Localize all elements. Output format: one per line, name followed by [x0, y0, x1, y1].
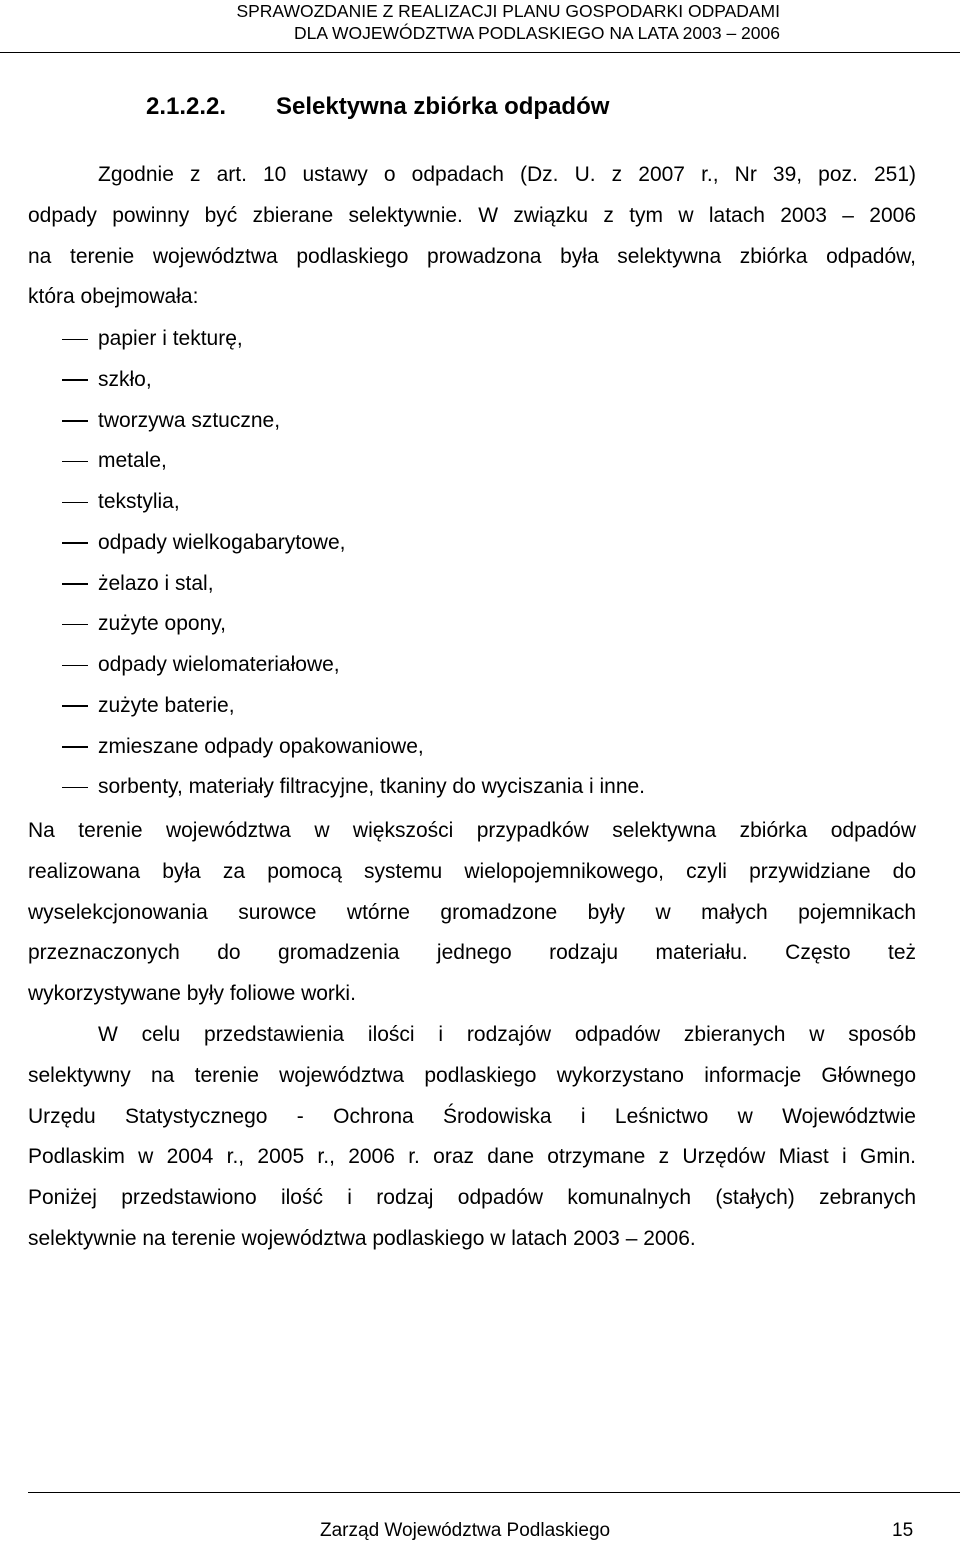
paragraph-line: realizowana była za pomocą systemu wielopojemnikowego, czyli przywidziane do — [28, 859, 916, 883]
list-item-label: zmieszane odpady opakowaniowe, — [98, 734, 424, 758]
section-heading — [146, 93, 609, 121]
section-title: Selektywna zbiórka odpadów — [276, 93, 610, 120]
paragraph-line: Podlaskim w 2004 r., 2005 r., 2006 r. oraz dane otrzymane z Urzędów Miast i Gmin. — [28, 1145, 916, 1169]
footer-divider — [28, 1492, 960, 1493]
list-item-label: sorbenty, materiały filtracyjne, tkaniny do wyciszania i inne. — [98, 775, 646, 799]
collection-method-paragraph — [28, 811, 916, 1015]
paragraph-line: przeznaczonych do gromadzenia jednego rodzaju materiału. Często też — [28, 941, 916, 965]
list-item — [62, 727, 645, 768]
list-item-label: tekstylia, — [98, 490, 180, 513]
paragraph-line: wyselekcjonowania surowce wtórne gromadzone były w małych pojemnikach — [28, 900, 916, 924]
intro-paragraph — [28, 155, 916, 318]
list-item-label: zużyte baterie, — [98, 693, 235, 717]
dash-bullet-icon — [62, 665, 88, 667]
data-sources-paragraph — [28, 1015, 916, 1260]
list-item — [62, 604, 645, 645]
dash-bullet-icon — [62, 746, 88, 748]
footer-organization: Zarząd Województwa Podlaskiego — [320, 1520, 611, 1541]
list-item-label: szkło, — [98, 367, 152, 391]
list-item — [62, 767, 645, 808]
list-item — [62, 360, 645, 401]
list-item — [62, 441, 645, 482]
dash-bullet-icon — [62, 787, 88, 789]
paragraph-line: Poniżej przedstawiono ilość i rodzaj odpadów komunalnych (stałych) zebranych — [28, 1186, 916, 1210]
paragraph-line: na terenie województwa podlaskiego prowadzona była selektywna zbiórka odpadów, — [28, 244, 916, 268]
list-item — [62, 401, 645, 442]
paragraph-line: wykorzystywane były foliowe worki. — [28, 982, 356, 1006]
dash-bullet-icon — [62, 379, 88, 381]
paragraph-line: selektywnie na terenie województwa podlaskiego w latach 2003 – 2006. — [28, 1226, 696, 1250]
list-item-label: odpady wielomateriałowe, — [98, 653, 340, 676]
dash-bullet-icon — [62, 542, 88, 544]
list-item-label: zużyte opony, — [98, 612, 227, 636]
header-title-line-2: DLA WOJEWÓDZTWA PODLASKIEGO NA LATA 2003 – 2006 — [294, 23, 780, 43]
list-item-label: odpady wielkogabarytowe, — [98, 530, 346, 554]
header-title-line-1: SPRAWOZDANIE Z REALIZACJI PLANU GOSPODARKI ODPADAMI — [236, 1, 780, 21]
paragraph-line: Urzędu Statystycznego - Ochrona Środowiska i Leśnictwo w Województwie — [28, 1104, 916, 1128]
list-item-label: tworzywa sztuczne, — [98, 408, 281, 432]
waste-types-list — [62, 319, 645, 808]
page-header — [0, 0, 960, 44]
paragraph-line: selektywny na terenie województwa podlaskiego wykorzystano informacje Głównego — [28, 1063, 916, 1087]
dash-bullet-icon — [62, 583, 88, 585]
list-item — [62, 319, 645, 360]
dash-bullet-icon — [62, 420, 88, 422]
paragraph-line: która obejmowała: — [28, 285, 199, 309]
list-item — [62, 645, 645, 686]
dash-bullet-icon — [62, 705, 88, 707]
list-item — [62, 523, 645, 564]
section-number: 2.1.2.2. — [146, 93, 227, 120]
list-item — [62, 482, 645, 523]
list-item-label: metale, — [98, 449, 167, 473]
page-number: 15 — [892, 1520, 914, 1541]
paragraph-line: W celu przedstawienia ilości i rodzajów odpadów zbieranych w sposób — [98, 1023, 916, 1046]
list-item — [62, 564, 645, 605]
paragraph-line: Zgodnie z art. 10 ustawy o odpadach (Dz. U. z 2007 r., Nr 39, poz. 251) — [98, 163, 916, 186]
dash-bullet-icon — [62, 461, 88, 463]
dash-bullet-icon — [62, 502, 88, 504]
paragraph-line: Na terenie województwa w większości przypadków selektywna zbiórka odpadów — [28, 819, 916, 842]
paragraph-line: odpady powinny być zbierane selektywnie. W związku z tym w latach 2003 – 2006 — [28, 203, 916, 227]
list-item-label: żelazo i stal, — [98, 571, 214, 595]
dash-bullet-icon — [62, 339, 88, 341]
header-divider — [0, 52, 960, 53]
list-item-label: papier i tekturę, — [98, 327, 243, 350]
list-item — [62, 686, 645, 727]
dash-bullet-icon — [62, 624, 88, 626]
